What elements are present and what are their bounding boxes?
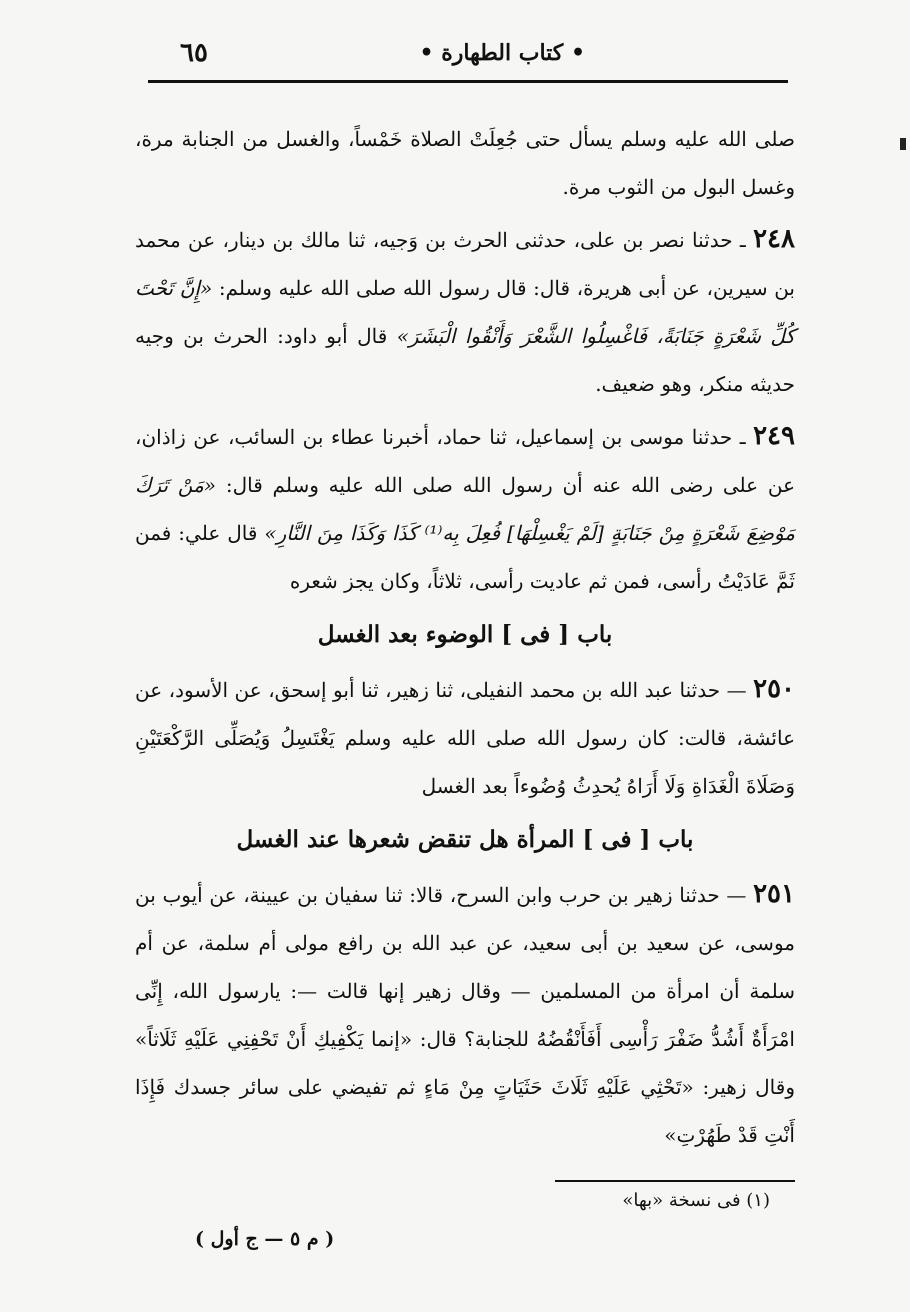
hadith-text: — حدثنا عبد الله بن محمد النفيلى، ثنا زهير، ثنا أبو إسحق، عن الأسود، عن عائشة، قالت: كان رسول الله صلى الله عليه وسلم يَغْتَسِلُ وَيُصَلِّى الرَّكْعَتَيْنِ وَصَلَاةَ الْغَدَاةِ وَلَا أَرَاهُ يُحدِثُ وُضُوءاً بعد الغسل (135, 678, 795, 798)
hadith-250 (135, 665, 795, 810)
footnote-rule (555, 1180, 795, 1182)
main-text (135, 115, 795, 1159)
chapter-heading: باب [ فى ] المرأة هل تنقض شعرها عند الغسل (236, 826, 694, 853)
running-title: • كتاب الطهارة • (419, 40, 585, 66)
margin-mark (900, 138, 906, 150)
hadith-text: — حدثنا زهير بن حرب وابن السرح، قالا: ثنا سفيان بن عيينة، عن أيوب بن موسى، عن سعيد بن أبى سعيد، عن عبد الله بن رافع مولى أم سلمة، عن أم سلمة أن امرأة من المسلمين — وقال زهير إنها قالت —: يارسول الله، إِنِّى امْرَأَةٌ أَشُدُّ ضَفْرَ رَأْسِى أَفَأَنْقُضُهُ للجنابة؟ قال: «إنما يَكْفِيكِ أَنْ تَحْفِنِي عَلَيْهِ ثَلَاثاً» وقال زهير: «تَحْثِي عَلَيْهِ ثَلَاثَ حَثَيَاتٍ مِنْ مَاءٍ ثم تفيضي على سائر جسدك فَإِذَا أَنْتِ قَدْ طَهُرْتِ» (135, 883, 795, 1147)
printer-signature: ( م ٥ — ج أول ) (195, 1228, 335, 1250)
header-rule (148, 80, 788, 83)
hadith-comment: قال علي: فمن ثَمَّ عَادَيْتُ رأسى، فمن ثم عاديت رأسى، ثلاثاً، وكان يجز شعره (135, 521, 795, 593)
chapter-heading: باب [ فى ] الوضوء بعد الغسل (317, 621, 613, 648)
hadith-number: ٢٤٨ (753, 224, 795, 254)
hadith-249 (135, 412, 795, 605)
hadith-quote: «مَنْ تَرَكَ مَوْضِعَ شَعْرَةٍ مِنْ جَنَابَةٍ [لَمْ يَغْسِلْهَا] فُعِلَ بِه⁽¹⁾ كَذَا وَكَذَا مِنَ النَّارِ» (135, 473, 795, 545)
hadith-number: ٢٥٠ (753, 674, 796, 704)
footnote: (١) فى نسخة «بها» (622, 1190, 770, 1211)
hadith-quote: «إِنَّ تَحْتَ كُلِّ شَعْرَةٍ جَنَابَةً، فَاغْسِلُوا الشَّعْرَ وَأَنْقُوا الْبَشَرَ» (135, 276, 796, 348)
hadith-248 (135, 215, 795, 408)
hadith-number: ٢٥١ (753, 879, 795, 909)
paragraph-continuation: صلى الله عليه وسلم يسأل حتى جُعِلَتْ الصلاة خَمْساً، والغسل من الجنابة مرة، وغسل البول من الثوب مرة. (135, 127, 795, 199)
hadith-251 (135, 870, 795, 1159)
page-header (145, 28, 795, 78)
hadith-comment: قال أبو داود: الحرث بن وجيه حديثه منكر، وهو ضعيف. (135, 324, 795, 396)
hadith-text: ـ حدثنا نصر بن على، حدثنى الحرث بن وَجيه، ثنا مالك بن دينار، عن محمد بن سيرين، عن أبى هريرة، قال: قال رسول الله صلى الله عليه وسلم: (135, 228, 796, 300)
hadith-number: ٢٤٩ (753, 421, 795, 451)
hadith-text: ـ حدثنا موسى بن إسماعيل، ثنا حماد، أخبرنا عطاء بن السائب، عن زاذان، عن على رضى الله عنه أن رسول الله صلى الله عليه وسلم قال: (135, 425, 795, 497)
page-number: ٦٥ (180, 38, 208, 68)
